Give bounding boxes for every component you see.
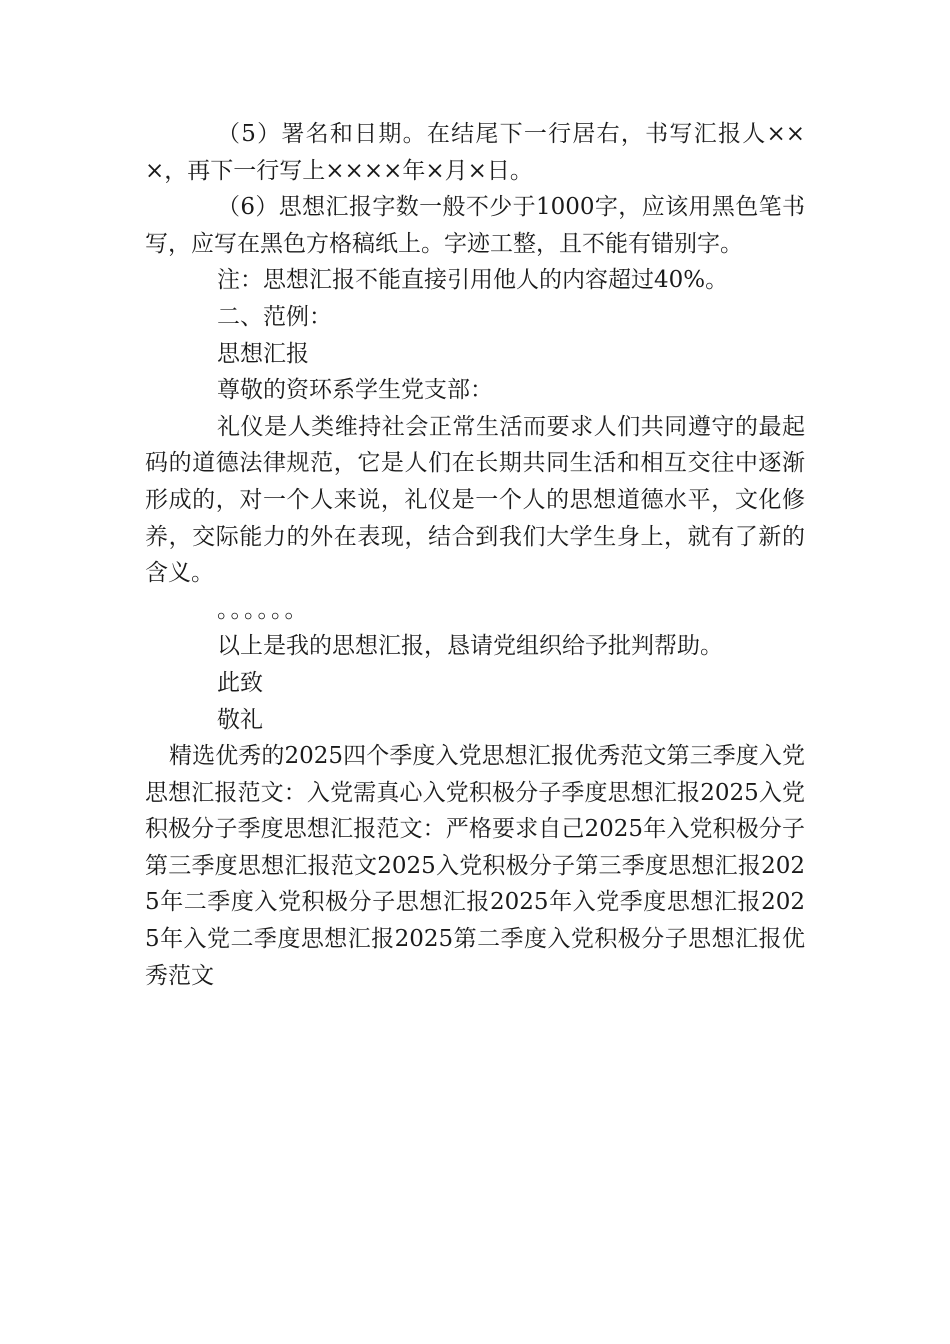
paragraph-word-count: （6）思想汇报字数一般不少于1000字，应该用黑色笔书写，应写在黑色方格稿纸上。字迹工整，且不能有错别字。 [145, 194, 805, 257]
related-articles: 精选优秀的2025四个季度入党思想汇报优秀范文第三季度入党思想汇报范文：入党需真心入党积极分子季度思想汇报2025入党积极分子季度思想汇报范文：严格要求自己2025年入党积极分子第三季度思想汇报范文2025入党积极分子第三季度思想汇报2025年二季度入党积极分子思想汇报2025年入党季度思想汇报2025年入党二季度思想汇报2025第二季度入党积极分子思想汇报优秀范文 [145, 743, 805, 989]
example-salutation: 尊敬的资环系学生党支部： [217, 377, 493, 404]
example-regards: 此致 [217, 669, 263, 696]
example-closing: 以上是我的思想汇报，恳请党组织给予批判帮助。 [217, 633, 723, 660]
section-heading-example: 二、范例： [217, 303, 332, 330]
paragraph-signature-date: （5）署名和日期。在结尾下一行居右，书写汇报人×××，再下一行写上××××年×月×日。 [145, 121, 805, 184]
example-salute: 敬礼 [217, 706, 263, 733]
document-body [145, 116, 805, 994]
example-body: 礼仪是人类维持社会正常生活而要求人们共同遵守的最起码的道德法律规范，它是人们在长期共同生活和相互交往中逐渐形成的，对一个人来说，礼仪是一个人的思想道德水平，文化修养，交际能力的外在表现，结合到我们大学生身上，就有了新的含义。 [145, 413, 805, 587]
paragraph-note: 注：思想汇报不能直接引用他人的内容超过40%。 [217, 267, 729, 294]
example-ellipsis: 。。。。。。 [217, 596, 310, 623]
example-title: 思想汇报 [217, 340, 309, 367]
